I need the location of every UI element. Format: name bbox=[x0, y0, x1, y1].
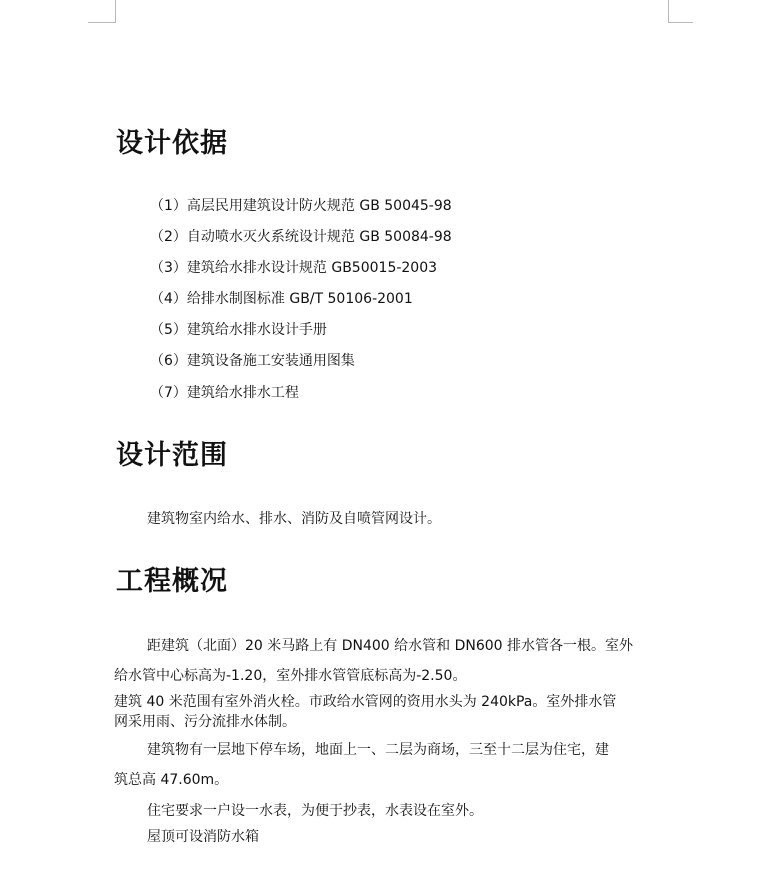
heading-project-overview: 工程概况 bbox=[116, 566, 228, 597]
overview-line: 网采用雨、污分流排水体制。 bbox=[114, 714, 296, 730]
overview-line: 建筑 40 米范围有室外消火栓。市政给水管网的资用水头为 240kPa。室外排水管 bbox=[114, 694, 617, 710]
overview-line: 屋顶可设消防水箱 bbox=[147, 829, 259, 845]
design-scope-paragraph: 建筑物室内给水、排水、消防及自喷管网设计。 bbox=[147, 511, 441, 527]
design-basis-item: （5）建筑给水排水设计手册 bbox=[150, 322, 327, 339]
design-basis-list bbox=[150, 196, 452, 414]
design-basis-item: （7）建筑给水排水工程 bbox=[150, 384, 299, 401]
overview-line: 给水管中心标高为-1.20，室外排水管管底标高为-2.50。 bbox=[114, 668, 467, 684]
overview-line: 距建筑（北面）20 米马路上有 DN400 给水管和 DN600 排水管各一根。室外 bbox=[147, 638, 634, 654]
heading-design-scope: 设计范围 bbox=[116, 440, 228, 471]
overview-line: 住宅要求一户设一水表，为便于抄表，水表设在室外。 bbox=[147, 803, 483, 819]
design-basis-item: （6）建筑设备施工安装通用图集 bbox=[150, 353, 355, 370]
design-basis-item: （3）建筑给水排水设计规范 GB50015-2003 bbox=[150, 260, 438, 277]
overview-line: 建筑物有一层地下停车场，地面上一、二层为商场，三至十二层为住宅，建 bbox=[147, 742, 609, 758]
design-basis-item: （4）给排水制图标准 GB/T 50106-2001 bbox=[150, 291, 413, 308]
design-basis-item: （2）自动喷水灭火系统设计规范 GB 50084-98 bbox=[150, 229, 452, 246]
page-corner-mark-top-right bbox=[668, 0, 693, 23]
page-corner-mark-top-left bbox=[88, 0, 116, 23]
design-basis-item: （1）高层民用建筑设计防火规范 GB 50045-98 bbox=[150, 198, 452, 214]
heading-design-basis: 设计依据 bbox=[116, 128, 228, 159]
overview-line: 筑总高 47.60m。 bbox=[114, 772, 229, 788]
